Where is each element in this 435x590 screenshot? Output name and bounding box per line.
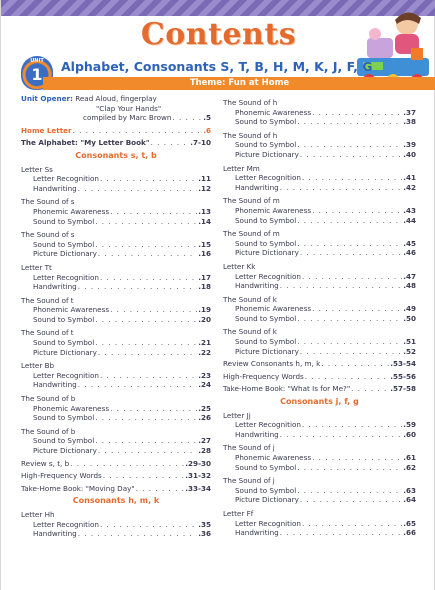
toc-entry-label: Picture Dictionary (235, 346, 299, 356)
toc-entry-page: .40 (403, 149, 416, 159)
toc-entry-label: Picture Dictionary (235, 495, 299, 505)
toc-entry (223, 528, 416, 538)
toc-entry-label: Letter Recognition (235, 420, 301, 430)
toc-entry-page: .24 (198, 380, 211, 390)
toc-group (21, 427, 211, 456)
toc-entry (223, 486, 416, 496)
toc-entry-label: Phonemic Awareness (33, 206, 110, 216)
toc-entry-label: Phonemic Awareness (33, 305, 110, 315)
toc-entry (21, 249, 211, 259)
toc-entry (223, 281, 416, 291)
toc-entry (21, 529, 211, 539)
toc-entry (223, 519, 416, 529)
toc-entry-label: Sound to Symbol (33, 413, 95, 423)
toc-entry (21, 207, 211, 217)
toc-entry-page: .28 (198, 446, 211, 455)
toc-group-title: The Sound of b (21, 426, 76, 436)
toc-entry (21, 436, 211, 446)
toc-entry-page: .47 (403, 271, 416, 281)
toc-entry (21, 217, 211, 227)
toc-entry (21, 413, 211, 423)
toc-entry-page: .59 (403, 420, 416, 430)
alphabet-entry (21, 138, 211, 148)
toc-entry-label: Handwriting (33, 282, 77, 292)
toc-entry-page: .44 (403, 215, 416, 225)
toc-entry-label: Sound to Symbol (33, 239, 95, 249)
hfw-label-2: High-Frequency Words (223, 371, 304, 381)
toc-entry (21, 380, 211, 390)
unit-title: Alphabet, Consonants S, T, B, H, M, K, J, F, G (61, 59, 373, 74)
toc-entry (21, 338, 211, 348)
toc-group (223, 98, 416, 127)
takehome-page-2: .57-58 (390, 384, 416, 394)
toc-group-title: The Sound of b (21, 394, 76, 404)
toc-group-title: Letter Kk (223, 261, 256, 271)
toc-entry-label: Sound to Symbol (33, 436, 95, 446)
toc-entry-page: .51 (403, 337, 416, 347)
toc-entry-label: Sound to Symbol (33, 314, 95, 324)
review-page: .29-30 (185, 458, 211, 468)
toc-entry-page: .45 (403, 238, 416, 248)
toc-group-title: The Sound of h (223, 130, 278, 140)
home-letter-label: Home Letter (21, 125, 72, 135)
toc-group (21, 165, 211, 194)
toc-entry-label: Letter Recognition (235, 271, 301, 281)
takehome-entry-2 (223, 384, 416, 394)
toc-group-title: Letter Tt (21, 262, 52, 272)
hfw-page-2: .55-56 (390, 371, 416, 381)
toc-entry-page: .38 (403, 117, 416, 127)
theme-label: Theme: Fun at Home (189, 78, 290, 88)
toc-entry (21, 184, 211, 194)
toc-entry-page: .64 (403, 495, 416, 505)
toc-entry-page: .39 (403, 140, 416, 150)
review-label-2: Review Consonants h, m, k (223, 359, 321, 369)
toc-entry-page: .17 (198, 272, 211, 282)
toc-group (223, 476, 416, 505)
right-groups (223, 98, 416, 356)
hfw-entry (21, 471, 211, 481)
toc-entry (223, 430, 416, 440)
toc-entry (223, 117, 416, 127)
review-label: Review s, t, b (21, 458, 70, 468)
unit-opener-page: .5 (203, 113, 211, 123)
toc-entry-label: Letter Recognition (33, 370, 99, 380)
left-last-group (21, 510, 211, 539)
home-letter-page: .6 (203, 125, 211, 135)
toc-group (223, 229, 416, 258)
toc-entry-label: Phonemic Awareness (235, 304, 312, 314)
alphabet-label: The Alphabet: "My Letter Book" (21, 138, 150, 148)
toc-entry-page: .52 (403, 346, 416, 356)
toc-entry-label: Sound to Symbol (235, 140, 297, 150)
toc-entry-label: Phonemic Awareness (33, 403, 110, 413)
toc-group-title: The Sound of k (223, 294, 277, 304)
toc-group-title: Letter Hh (21, 509, 55, 519)
toc-entry (21, 371, 211, 381)
toc-entry-page: .15 (198, 239, 211, 249)
unit-opener-label: Unit Opener: (21, 94, 73, 103)
toc-entry (21, 240, 211, 250)
toc-entry (223, 272, 416, 282)
unit-number: 1 (31, 65, 43, 84)
toc-entry-label: Letter Recognition (235, 518, 301, 528)
toc-entry-page: .65 (403, 518, 416, 528)
toc-group-title: The Sound of j (223, 476, 275, 486)
toc-entry-page: .41 (403, 173, 416, 183)
toc-entry (21, 282, 211, 292)
toc-group-title: The Sound of m (223, 229, 280, 239)
alphabet-page: .7-10 (190, 138, 211, 148)
toc-entry-page: .26 (198, 413, 211, 423)
toc-entry (223, 206, 416, 216)
toc-entry (223, 453, 416, 463)
toc-entry-page: .23 (198, 370, 211, 380)
takehome-label-2: Take-Home Book: "What Is for Me?" (223, 384, 351, 394)
toc-entry-page: .62 (403, 462, 416, 472)
toc-entry-page: .19 (198, 305, 211, 315)
toc-entry-label: Sound to Symbol (33, 216, 95, 226)
unit-opener-line3: compiled by Marc Brown (83, 113, 172, 123)
toc-group-title: The Sound of t (21, 328, 74, 338)
toc-group (21, 510, 211, 539)
unit-opener-line1: Read Aloud, fingerplay (72, 94, 157, 103)
toc-entry-label: Picture Dictionary (33, 446, 97, 455)
toc-entry-page: .25 (198, 403, 211, 413)
unit-opener-entry (21, 94, 211, 123)
toc-group (21, 361, 211, 390)
toc-entry-label: Handwriting (235, 429, 279, 439)
toc-group-title: The Sound of h (223, 98, 278, 107)
hfw-label: High-Frequency Words (21, 471, 102, 481)
toc-group-title: The Sound of j (223, 443, 275, 453)
toc-entry-page: .35 (198, 519, 211, 529)
toc-entry-page: .11 (198, 174, 211, 184)
toc-entry-page: .43 (403, 205, 416, 215)
toc-group-title: The Sound of s (21, 230, 75, 240)
toc-group (223, 443, 416, 472)
toc-entry-label: Handwriting (33, 183, 77, 193)
toc-entry (21, 446, 211, 456)
toc-entry (223, 347, 416, 357)
toc-entry-label: Handwriting (33, 380, 77, 390)
toc-entry (21, 348, 211, 358)
toc-group (21, 296, 211, 325)
toc-entry-page: .48 (403, 281, 416, 291)
toc-entry (21, 305, 211, 315)
toc-entry-label: Letter Recognition (235, 173, 301, 183)
toc-entry-label: Letter Recognition (33, 174, 99, 184)
toc-entry-label: Sound to Symbol (235, 117, 297, 127)
toc-group (21, 263, 211, 292)
review-entry-2 (223, 359, 416, 369)
page-title: Contents (140, 17, 297, 52)
toc-group-title: Letter Bb (21, 361, 55, 371)
toc-entry-label: Sound to Symbol (235, 462, 297, 472)
toc-entry-page: .20 (198, 314, 211, 324)
toc-entry-page: .42 (403, 182, 416, 192)
unit-opener-line2: "Clap Your Hands" (96, 103, 162, 113)
toc-entry-page: .49 (403, 304, 416, 314)
toc-entry-label: Phonemic Awareness (235, 453, 312, 462)
toc-group-title: The Sound of s (21, 197, 75, 207)
toc-entry (223, 108, 416, 118)
toc-entry-page: .36 (198, 529, 211, 539)
toc-group (223, 262, 416, 291)
toc-entry-page: .66 (403, 528, 416, 538)
toc-group (223, 411, 416, 440)
toc-group (223, 196, 416, 225)
unit-word: UNIT (30, 58, 44, 64)
takehome-page: .33-34 (185, 483, 211, 493)
toc-entry-page: .50 (403, 313, 416, 323)
toc-entry-label: Sound to Symbol (235, 485, 297, 495)
section-heading-h-m-k: Consonants h, m, k (72, 496, 160, 506)
toc-entry-label: Letter Recognition (33, 272, 99, 282)
toc-entry-label: Sound to Symbol (235, 238, 297, 248)
left-groups (21, 165, 211, 456)
toc-group (223, 164, 416, 193)
toc-entry-label: Sound to Symbol (235, 313, 297, 323)
hfw-page: .31-32 (185, 471, 211, 481)
toc-entry-label: Handwriting (33, 529, 77, 539)
toc-entry-page: .14 (198, 216, 211, 226)
takehome-entry (21, 484, 211, 494)
toc-entry-label: Picture Dictionary (33, 347, 97, 357)
section-heading-s-t-b: Consonants s, t, b (75, 150, 157, 160)
takehome-label: Take-Home Book: "Moving Day" (21, 483, 135, 493)
toc-entry-page: .63 (403, 485, 416, 495)
left-column (21, 94, 211, 539)
toc-entry-label: Picture Dictionary (235, 248, 299, 258)
toc-entry (21, 174, 211, 184)
toc-entry-label: Handwriting (235, 182, 279, 192)
toc-group (223, 509, 416, 538)
toc-group-title: The Sound of m (223, 196, 280, 206)
toc-entry-label: Handwriting (235, 528, 279, 538)
toc-entry-page: .22 (198, 347, 211, 357)
toc-entry (223, 239, 416, 249)
toc-entry (223, 463, 416, 473)
toc-entry (223, 337, 416, 347)
toc-entry-label: Sound to Symbol (235, 215, 297, 225)
toc-entry (223, 183, 416, 193)
hfw-entry-2 (223, 372, 416, 382)
toc-entry-page: .16 (198, 249, 211, 259)
toc-entry-page: .46 (403, 248, 416, 258)
toc-group (223, 295, 416, 324)
toc-entry-page: .21 (198, 338, 211, 348)
review-entry (21, 459, 211, 469)
toc-entry-label: Picture Dictionary (235, 149, 299, 159)
toc-group-title: The Sound of t (21, 295, 74, 305)
toc-group (223, 327, 416, 356)
home-letter-entry (21, 126, 211, 136)
toc-entry-label: Phonemic Awareness (235, 107, 312, 117)
toc-entry (223, 173, 416, 183)
toc-entry-page: .61 (403, 453, 416, 462)
toc-entry (21, 273, 211, 283)
toc-group (21, 328, 211, 357)
toc-entry-page: .27 (198, 436, 211, 446)
toc-group (21, 230, 211, 259)
toc-entry (21, 520, 211, 530)
toc-group-title: Letter Ss (21, 164, 53, 174)
review-page-2: .53-54 (390, 359, 416, 369)
toc-entry-label: Letter Recognition (33, 519, 99, 529)
toc-entry-label: Picture Dictionary (33, 249, 97, 259)
toc-entry-page: .13 (198, 206, 211, 216)
toc-entry (223, 420, 416, 430)
toc-entry-label: Phonemic Awareness (235, 205, 312, 215)
toc-entry-page: .60 (403, 429, 416, 439)
toc-entry (21, 315, 211, 325)
toc-group-title: Letter Ff (223, 508, 254, 518)
toc-entry (223, 495, 416, 505)
toc-entry-label: Handwriting (235, 281, 279, 291)
toc-entry-label: Sound to Symbol (33, 338, 95, 348)
toc-group-title: Letter Mm (223, 163, 260, 173)
right-column (223, 94, 416, 538)
toc-group-title: The Sound of k (223, 327, 277, 337)
toc-entry-page: .18 (198, 282, 211, 292)
toc-group-title: Letter Jj (223, 410, 251, 420)
toc-group (21, 197, 211, 226)
toc-entry (223, 140, 416, 150)
toc-group (21, 394, 211, 423)
toc-entry (223, 248, 416, 258)
toc-entry (223, 304, 416, 314)
toc-entry (223, 314, 416, 324)
toc-group (223, 131, 416, 160)
section-heading-j-f-g: Consonants j, f, g (280, 397, 359, 407)
toc-entry-page: .12 (198, 183, 211, 193)
toc-entry-page: .37 (403, 107, 416, 117)
toc-entry (223, 216, 416, 226)
toc-entry (223, 150, 416, 160)
right-groups-2 (223, 411, 416, 538)
toc-entry-label: Sound to Symbol (235, 337, 297, 347)
toc-entry (21, 404, 211, 414)
